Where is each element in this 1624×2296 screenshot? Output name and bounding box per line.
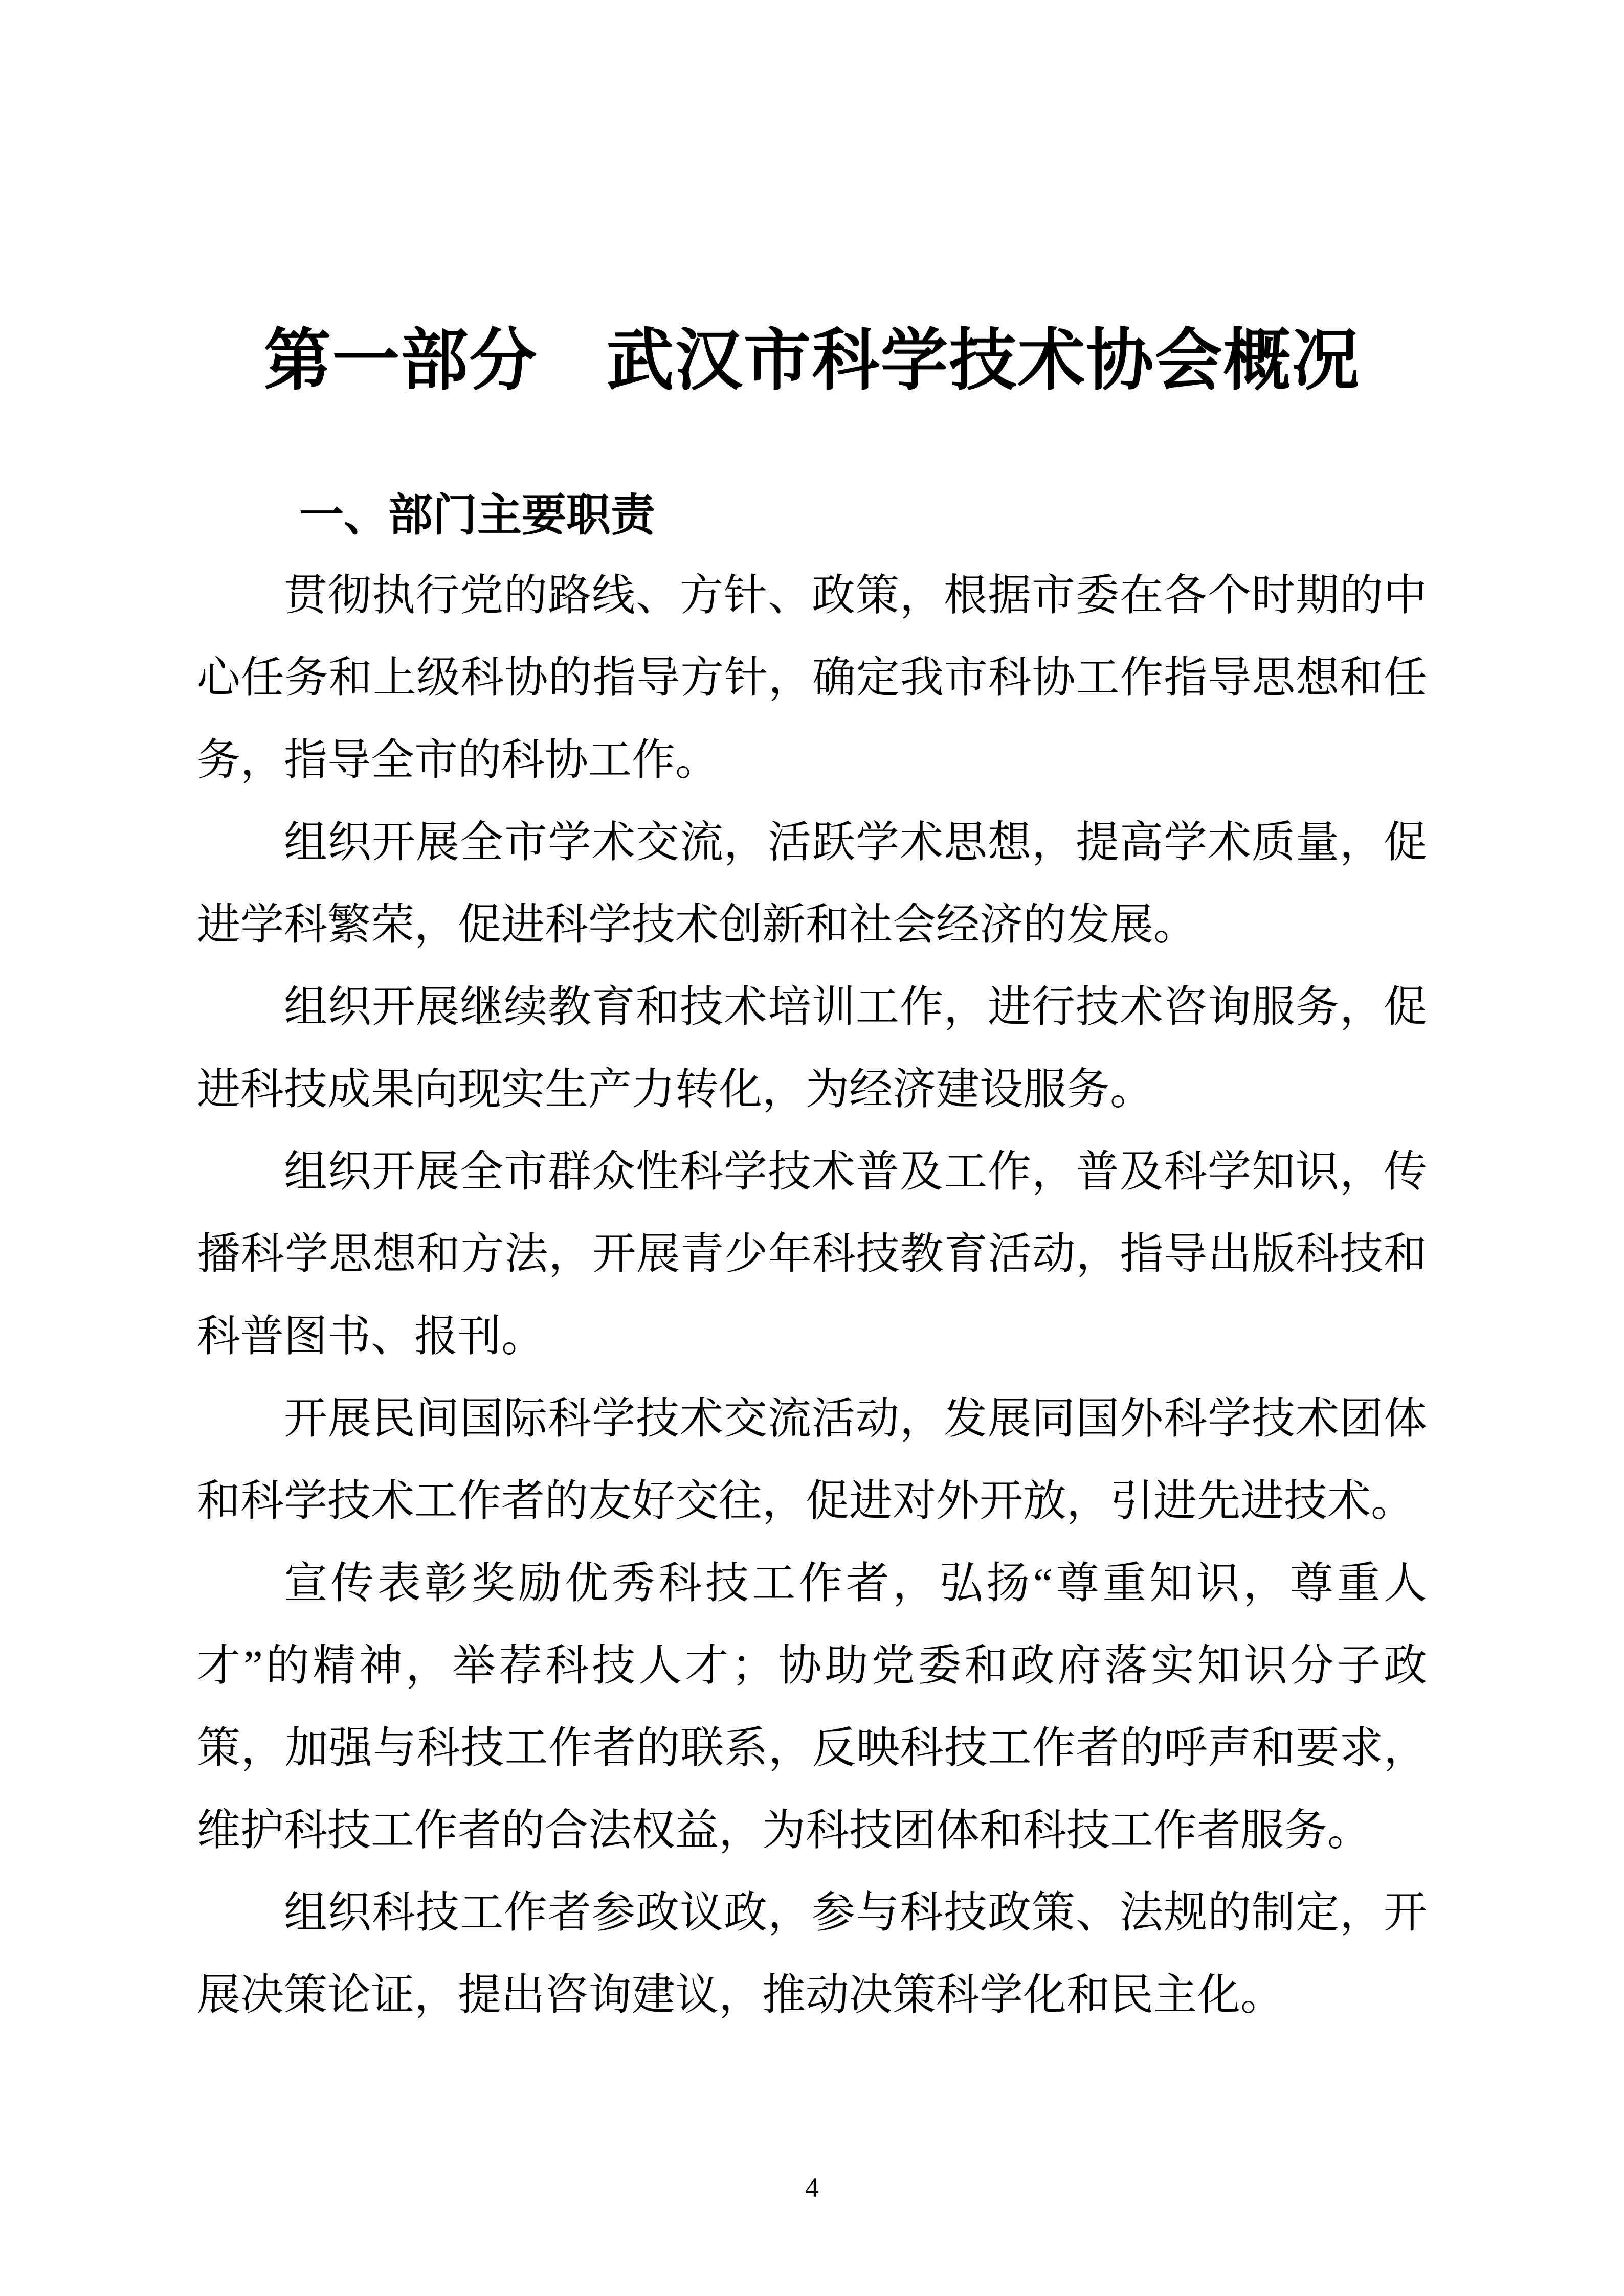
paragraph: 组织开展全市群众性科学技术普及工作，普及科学知识，传播科学思想和方法，开展青少年科技教育活动，指导出版科技和科普图书、报刊。: [197, 1148, 1427, 1361]
section-heading: 一、部门主要职责: [299, 490, 655, 540]
paragraph: 开展民间国际科学技术交流活动，发展同国外科学技术团体和科学技术工作者的友好交往，促进对外开放，引进先进技术。: [197, 1395, 1427, 1525]
page-title: 第一部分 武汉市科学技术协会概况: [263, 323, 1361, 398]
paragraph: 组织科技工作者参政议政，参与科技政策、法规的制定，开展决策论证，提出咨询建议，推动决策科学化和民主化。: [197, 1889, 1427, 2019]
paragraph: 组织开展继续教育和技术培训工作，进行技术咨询服务，促进科技成果向现实生产力转化，为经济建设服务。: [197, 983, 1427, 1114]
paragraph: 贯彻执行党的路线、方针、政策，根据市委在各个时期的中心任务和上级科协的指导方针，确定我市科协工作指导思想和任务，指导全市的科协工作。: [197, 572, 1427, 784]
page-number: 4: [805, 2172, 819, 2203]
document-body: [197, 555, 1427, 2037]
paragraph: 宣传表彰奖励优秀科技工作者，弘扬“尊重知识，尊重人才”的精神，举荐科技人才；协助党委和政府落实知识分子政策，加强与科技工作者的联系，反映科技工作者的呼声和要求，维护科技工作者的合法权益，为科技团体和科技工作者服务。: [197, 1560, 1427, 1855]
paragraph: 组织开展全市学术交流，活跃学术思想，提高学术质量，促进学科繁荣，促进科学技术创新和社会经济的发展。: [197, 819, 1427, 949]
